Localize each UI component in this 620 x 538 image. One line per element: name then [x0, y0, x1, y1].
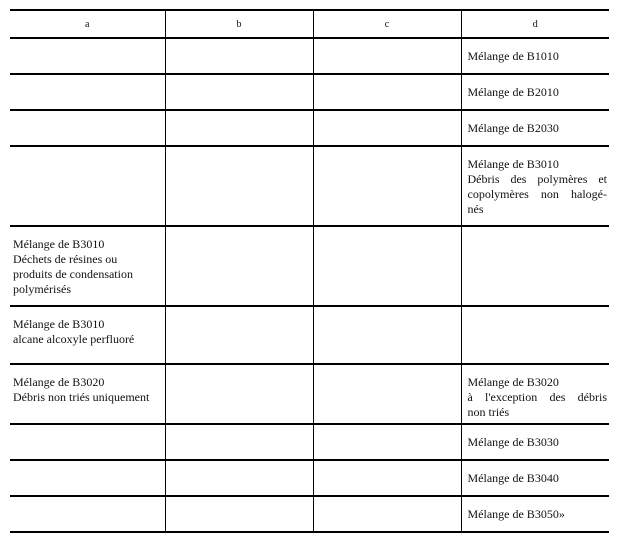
cell-c — [313, 226, 461, 306]
cell-a — [10, 306, 165, 364]
cell-text: à l'exception des débris — [467, 390, 607, 404]
table-row — [10, 424, 609, 460]
cell-a — [10, 424, 165, 460]
table-row — [10, 38, 609, 74]
cell-b — [165, 496, 313, 532]
cell-d — [461, 424, 609, 460]
cell-text: Mélange de B2030 — [467, 121, 559, 135]
cell-b — [165, 110, 313, 146]
cell-text: Déchets de résines ou — [13, 252, 118, 266]
cell-c — [313, 460, 461, 496]
cell-text: Mélange de B3040 — [467, 471, 559, 485]
table-row — [10, 306, 609, 364]
cell-b — [165, 74, 313, 110]
cell-c — [313, 38, 461, 74]
cell-d — [461, 496, 609, 532]
cell-d — [461, 74, 609, 110]
column-header-d: d — [461, 10, 609, 38]
cell-text: Mélange de B3010 — [467, 157, 559, 171]
cell-a — [10, 146, 165, 226]
cell-a — [10, 110, 165, 146]
cell-text: Mélange de B3010 — [13, 317, 105, 331]
cell-text: Débris non triés uniquement — [13, 390, 150, 404]
cell-a — [10, 226, 165, 306]
header-row — [10, 10, 609, 38]
cell-c — [313, 146, 461, 226]
cell-text: polymérisés — [13, 282, 71, 296]
cell-a — [10, 38, 165, 74]
cell-text: produits de condensation — [13, 267, 133, 281]
cell-text: Débris des polymères et — [467, 172, 607, 186]
cell-b — [165, 460, 313, 496]
cell-b — [165, 146, 313, 226]
cell-text: Mélange de B3010 — [13, 237, 105, 251]
cell-text: alcane alcoxyle perfluoré — [13, 332, 135, 346]
cell-c — [313, 110, 461, 146]
cell-d — [461, 226, 609, 306]
cell-b — [165, 38, 313, 74]
cell-c — [313, 74, 461, 110]
cell-b — [165, 306, 313, 364]
cell-text: Mélange de B3020 — [467, 375, 559, 389]
cell-text: copolymères non halogé- — [467, 187, 607, 201]
column-header-c: c — [313, 10, 461, 38]
cell-text: Mélange de B1010 — [467, 49, 559, 63]
cell-text: nés — [467, 202, 484, 216]
table-row — [10, 496, 609, 532]
cell-c — [313, 496, 461, 532]
cell-text: non triés — [467, 405, 510, 419]
table-row — [10, 364, 609, 424]
cell-b — [165, 226, 313, 306]
cell-d — [461, 38, 609, 74]
cell-text: Mélange de B3020 — [13, 375, 105, 389]
cell-a — [10, 460, 165, 496]
cell-d — [461, 110, 609, 146]
cell-b — [165, 364, 313, 424]
cell-c — [313, 306, 461, 364]
cell-text: Mélange de B3030 — [467, 435, 559, 449]
table-row — [10, 146, 609, 226]
cell-a — [10, 74, 165, 110]
cell-d — [461, 364, 609, 424]
cell-a — [10, 364, 165, 424]
cell-c — [313, 424, 461, 460]
table-row — [10, 110, 609, 146]
cell-text: Mélange de B3050» — [467, 507, 565, 521]
column-header-b: b — [165, 10, 313, 38]
cell-d — [461, 146, 609, 226]
table-row — [10, 74, 609, 110]
cell-d — [461, 460, 609, 496]
cell-c — [313, 364, 461, 424]
cell-d — [461, 306, 609, 364]
column-header-a: a — [10, 10, 165, 38]
cell-text: Mélange de B2010 — [467, 85, 559, 99]
cell-b — [165, 424, 313, 460]
waste-mixture-table — [10, 9, 609, 533]
table-row — [10, 460, 609, 496]
table-row — [10, 226, 609, 306]
cell-a — [10, 496, 165, 532]
